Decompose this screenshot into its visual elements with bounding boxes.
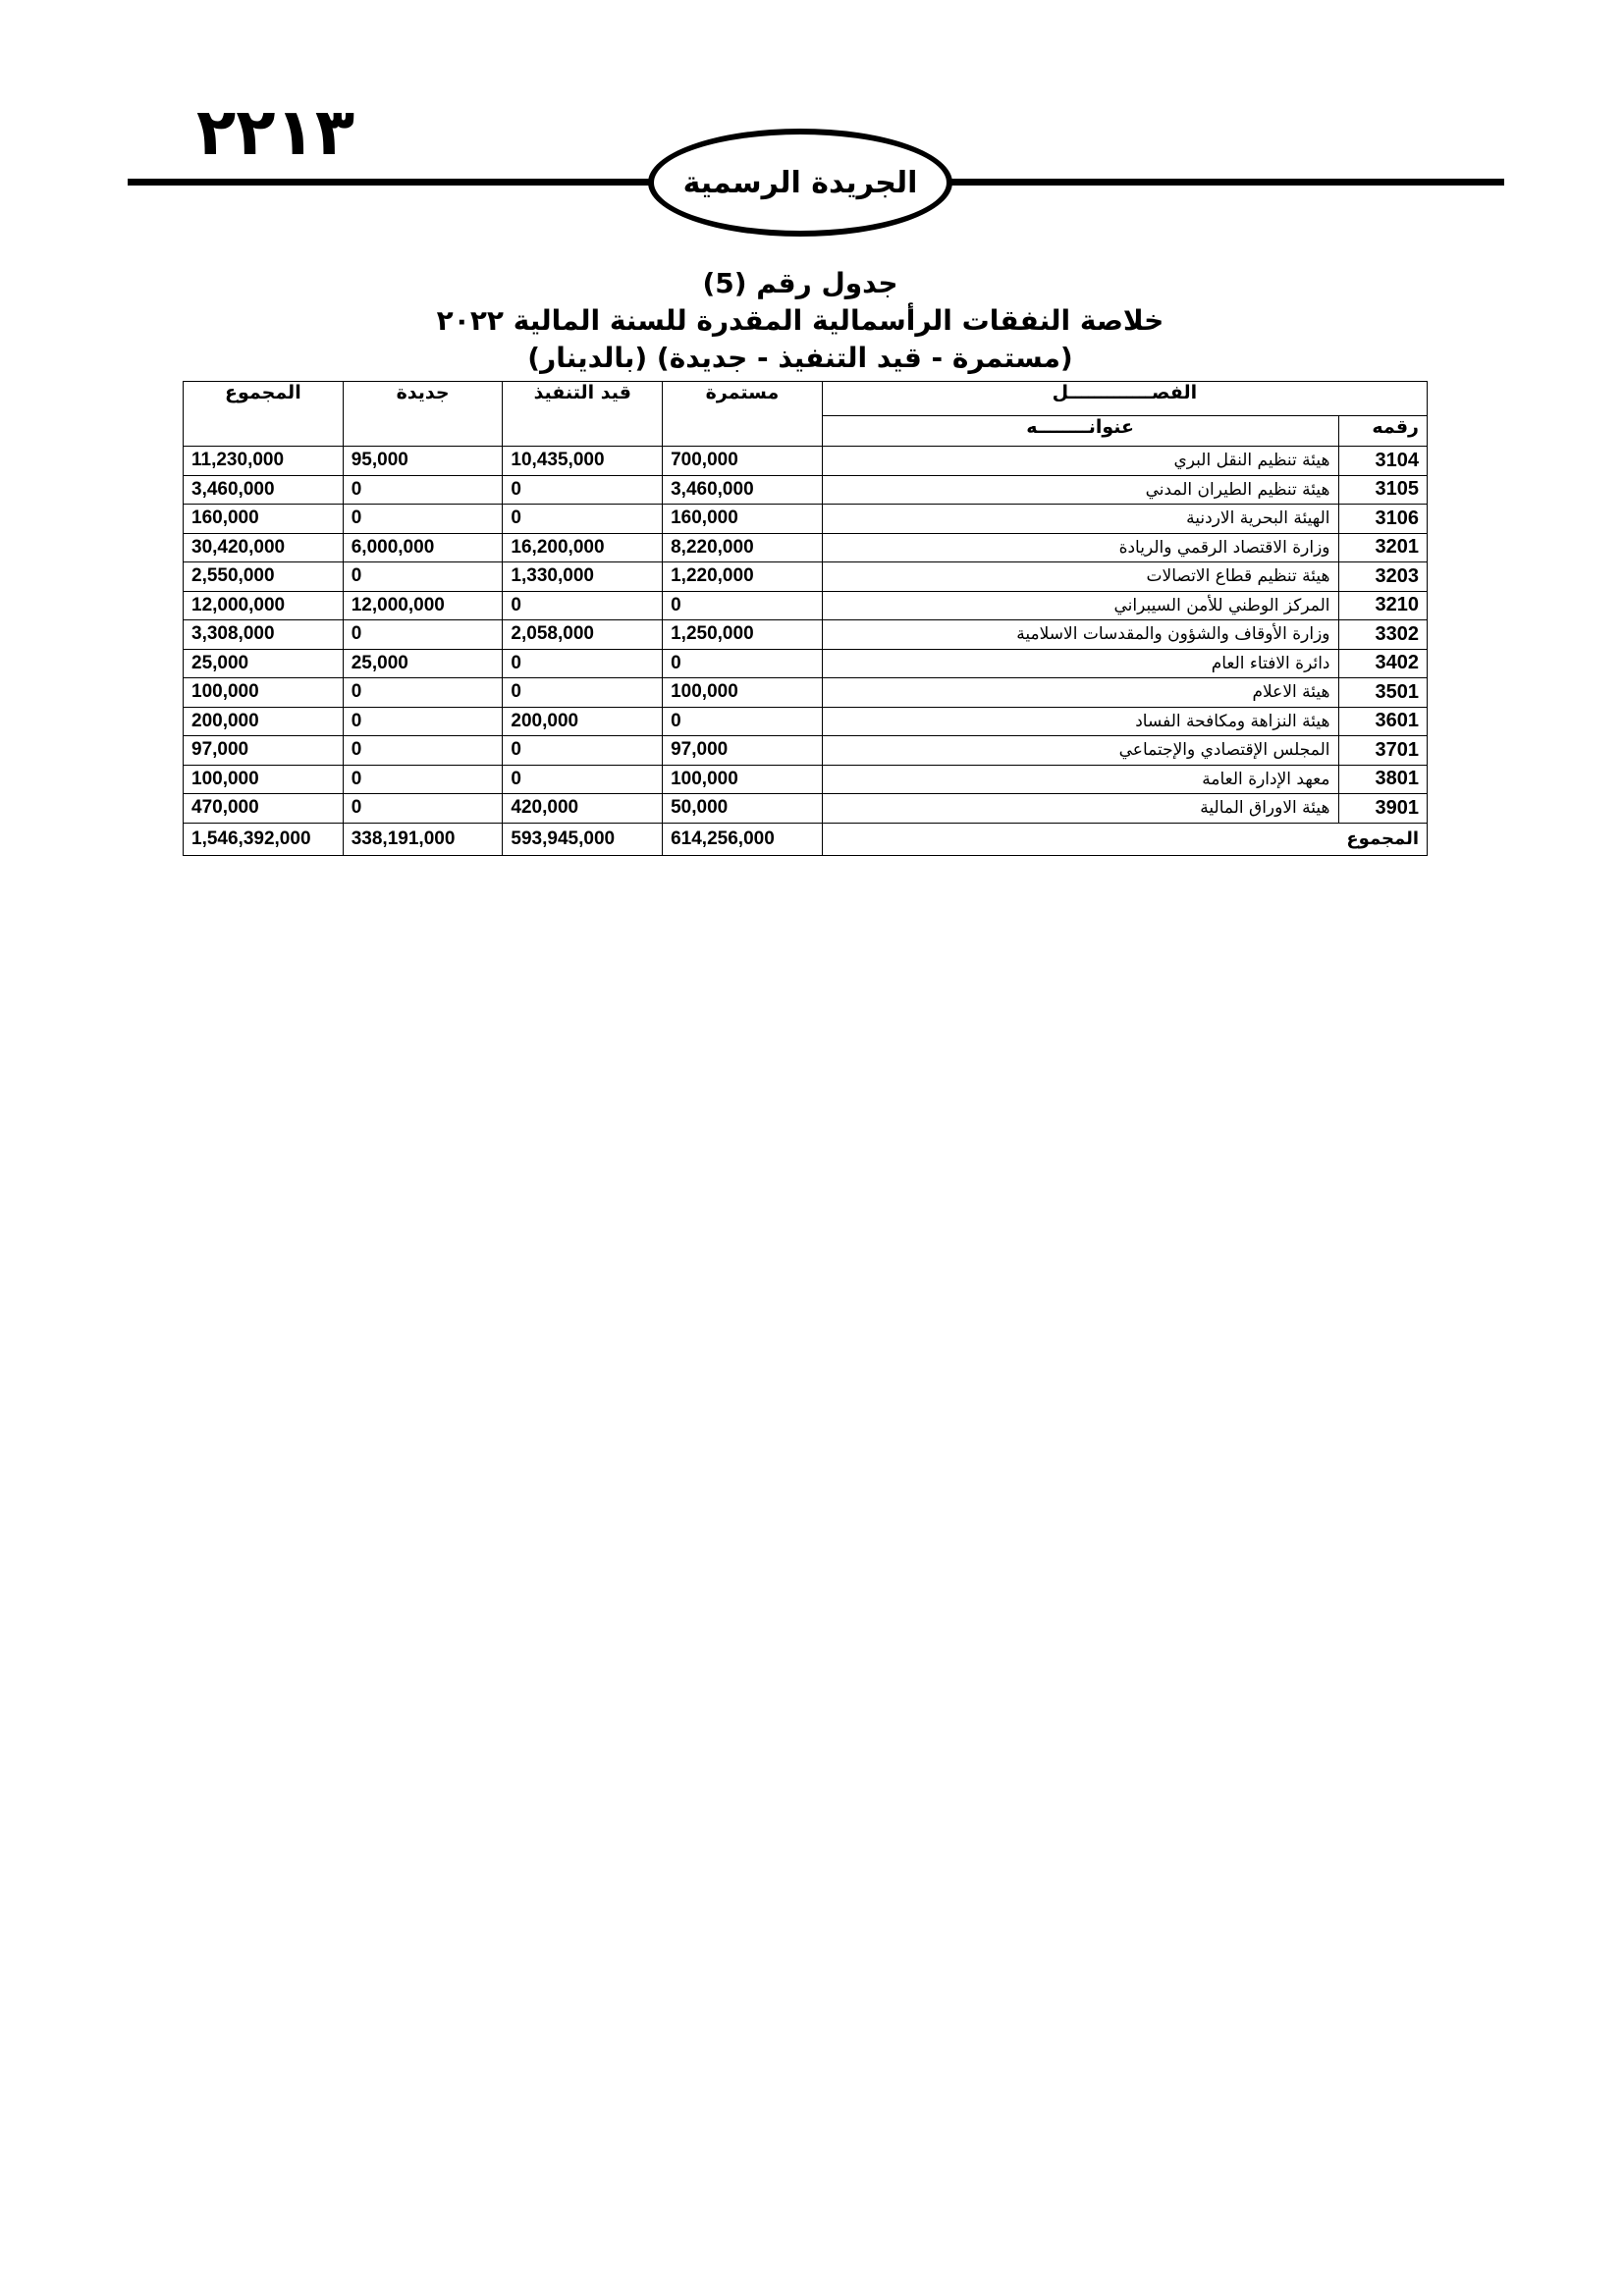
row-in-progress: 0 [503, 505, 663, 534]
row-new: 25,000 [343, 649, 503, 678]
row-total: 97,000 [184, 736, 344, 766]
header-total: المجموع [184, 382, 344, 447]
row-in-progress: 0 [503, 678, 663, 708]
table-row [184, 447, 1428, 476]
row-in-progress: 10,435,000 [503, 447, 663, 476]
header-code: رقمه [1338, 416, 1428, 447]
row-new: 12,000,000 [343, 591, 503, 620]
table-row [184, 505, 1428, 534]
table-row [184, 475, 1428, 505]
row-code: 3203 [1338, 562, 1428, 592]
totals-in-progress: 593,945,000 [503, 823, 663, 855]
row-continuing: 0 [663, 707, 823, 736]
row-total: 3,460,000 [184, 475, 344, 505]
row-new: 0 [343, 794, 503, 824]
table-row [184, 794, 1428, 824]
row-continuing: 50,000 [663, 794, 823, 824]
row-in-progress: 0 [503, 765, 663, 794]
row-title: وزارة الاقتصاد الرقمي والريادة [822, 533, 1338, 562]
row-new: 0 [343, 505, 503, 534]
row-title: معهد الإدارة العامة [822, 765, 1338, 794]
table-row [184, 620, 1428, 650]
table-number: جدول رقم (5) [702, 267, 898, 299]
header-title: عنوانــــــــه [822, 416, 1338, 447]
row-new: 0 [343, 620, 503, 650]
masthead-oval [648, 129, 952, 237]
row-title: وزارة الأوقاف والشؤون والمقدسات الاسلامية [822, 620, 1338, 650]
row-in-progress: 0 [503, 649, 663, 678]
table-main-title: خلاصة النفقات الرأسمالية المقدرة للسنة المالية ٢٠٢٢ [436, 304, 1164, 337]
row-continuing: 100,000 [663, 678, 823, 708]
row-title: هيئة الاعلام [822, 678, 1338, 708]
table-row [184, 678, 1428, 708]
row-total: 2,550,000 [184, 562, 344, 592]
row-in-progress: 1,330,000 [503, 562, 663, 592]
row-total: 30,420,000 [184, 533, 344, 562]
row-code: 3104 [1338, 447, 1428, 476]
row-total: 160,000 [184, 505, 344, 534]
row-title: هيئة الاوراق المالية [822, 794, 1338, 824]
row-title: هيئة تنظيم الطيران المدني [822, 475, 1338, 505]
row-new: 0 [343, 736, 503, 766]
totals-total: 1,546,392,000 [184, 823, 344, 855]
row-in-progress: 0 [503, 591, 663, 620]
row-continuing: 3,460,000 [663, 475, 823, 505]
row-title: هيئة تنظيم قطاع الاتصالات [822, 562, 1338, 592]
row-code: 3501 [1338, 678, 1428, 708]
row-continuing: 0 [663, 649, 823, 678]
row-continuing: 100,000 [663, 765, 823, 794]
row-total: 200,000 [184, 707, 344, 736]
row-code: 3201 [1338, 533, 1428, 562]
row-title: هيئة تنظيم النقل البري [822, 447, 1338, 476]
row-total: 12,000,000 [184, 591, 344, 620]
row-new: 0 [343, 475, 503, 505]
row-continuing: 0 [663, 591, 823, 620]
totals-label: المجموع [822, 823, 1427, 855]
table-body [184, 447, 1428, 824]
row-new: 0 [343, 707, 503, 736]
row-new: 0 [343, 678, 503, 708]
totals-new: 338,191,000 [343, 823, 503, 855]
row-code: 3210 [1338, 591, 1428, 620]
table-subtitle: (مستمرة - قيد التنفيذ - جديدة) (بالدينار) [527, 342, 1073, 374]
row-total: 100,000 [184, 765, 344, 794]
row-in-progress: 16,200,000 [503, 533, 663, 562]
row-new: 0 [343, 562, 503, 592]
row-total: 470,000 [184, 794, 344, 824]
row-continuing: 700,000 [663, 447, 823, 476]
row-code: 3402 [1338, 649, 1428, 678]
table-row [184, 591, 1428, 620]
row-code: 3701 [1338, 736, 1428, 766]
capital-expenditure-table [183, 381, 1428, 856]
header-in-progress: قيد التنفيذ [503, 382, 663, 447]
row-code: 3901 [1338, 794, 1428, 824]
header-chapter: الفصـــــــــــــل [822, 382, 1427, 416]
row-code: 3106 [1338, 505, 1428, 534]
table-row [184, 707, 1428, 736]
totals-row [184, 823, 1428, 855]
row-in-progress: 200,000 [503, 707, 663, 736]
row-continuing: 8,220,000 [663, 533, 823, 562]
masthead-title: الجريدة الرسمية [682, 165, 918, 200]
row-total: 25,000 [184, 649, 344, 678]
row-continuing: 1,250,000 [663, 620, 823, 650]
row-title: المجلس الإقتصادي والإجتماعي [822, 736, 1338, 766]
row-total: 100,000 [184, 678, 344, 708]
row-new: 95,000 [343, 447, 503, 476]
row-title: هيئة النزاهة ومكافحة الفساد [822, 707, 1338, 736]
header-new: جديدة [343, 382, 503, 447]
totals-continuing: 614,256,000 [663, 823, 823, 855]
row-total: 3,308,000 [184, 620, 344, 650]
table-row [184, 765, 1428, 794]
row-in-progress: 0 [503, 736, 663, 766]
row-in-progress: 420,000 [503, 794, 663, 824]
row-total: 11,230,000 [184, 447, 344, 476]
row-continuing: 160,000 [663, 505, 823, 534]
row-new: 0 [343, 765, 503, 794]
row-code: 3601 [1338, 707, 1428, 736]
row-code: 3302 [1338, 620, 1428, 650]
row-in-progress: 0 [503, 475, 663, 505]
page-number: ٢٢١٣ [196, 94, 355, 170]
table-titles [177, 265, 1424, 377]
header-row [184, 382, 1428, 416]
header-continuing: مستمرة [663, 382, 823, 447]
table-row [184, 562, 1428, 592]
table-row [184, 736, 1428, 766]
row-title: المركز الوطني للأمن السيبراني [822, 591, 1338, 620]
row-code: 3801 [1338, 765, 1428, 794]
row-title: الهيئة البحرية الاردنية [822, 505, 1338, 534]
row-new: 6,000,000 [343, 533, 503, 562]
row-code: 3105 [1338, 475, 1428, 505]
table-row [184, 649, 1428, 678]
row-in-progress: 2,058,000 [503, 620, 663, 650]
row-title: دائرة الافتاء العام [822, 649, 1338, 678]
row-continuing: 1,220,000 [663, 562, 823, 592]
table-row [184, 533, 1428, 562]
row-continuing: 97,000 [663, 736, 823, 766]
